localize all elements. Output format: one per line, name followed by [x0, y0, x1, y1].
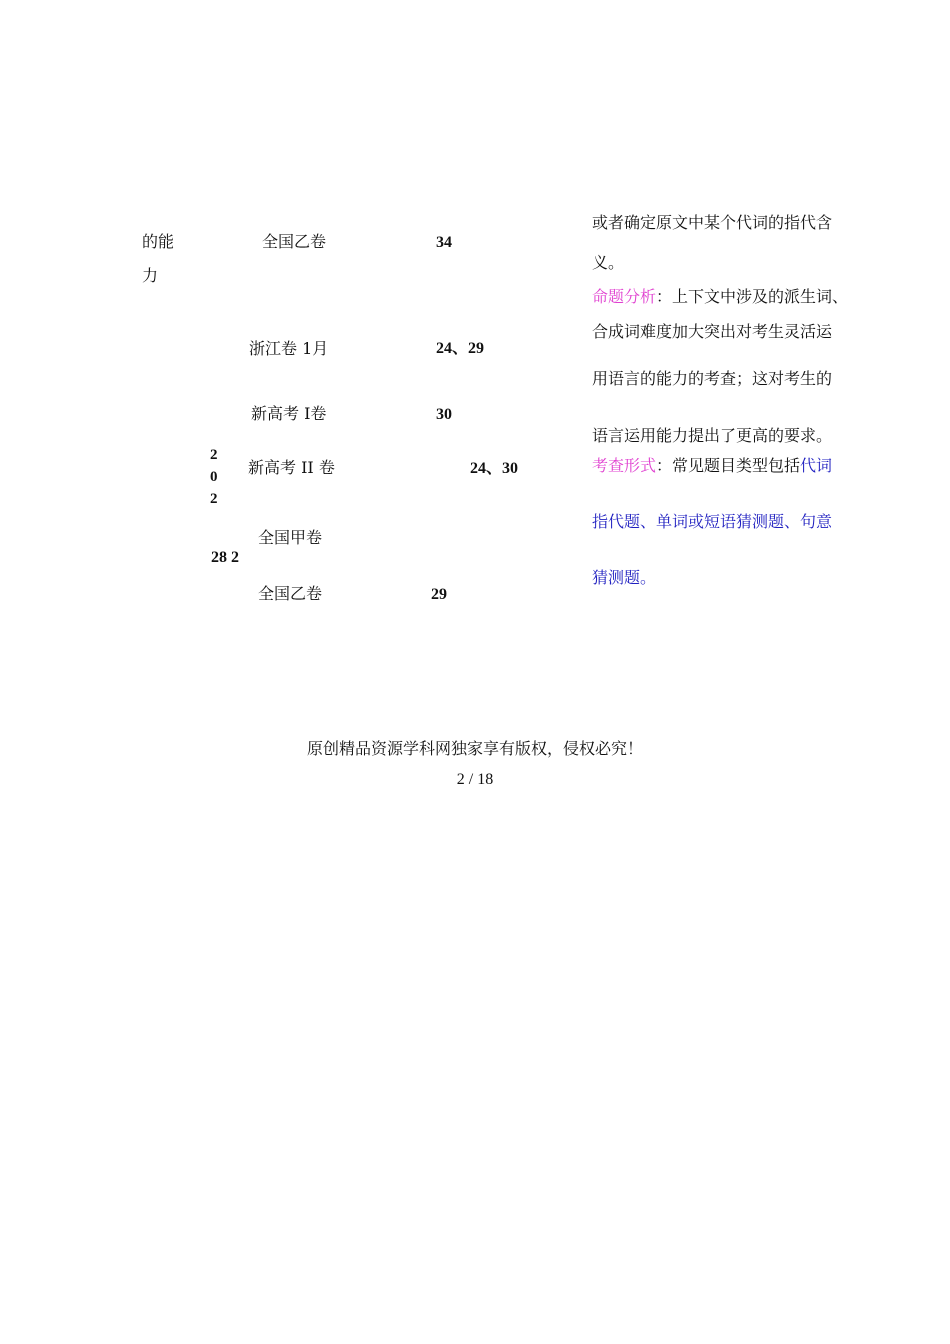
form-text-a: 常见题目类型包括: [672, 456, 801, 475]
ability-label-line2: 力: [142, 266, 159, 285]
analysis-line1: [592, 284, 848, 307]
analysis-label: 命题分析: [592, 287, 657, 306]
row-4-paper: 新高考 II 卷: [248, 458, 335, 477]
row-3-paper: 新高考 Ⅰ卷: [251, 404, 327, 423]
analysis-line2: 合成词难度加大突出对考生灵活运: [592, 322, 833, 341]
row-2-questions: 24、29: [436, 340, 485, 357]
year-suffix: 28 2: [211, 549, 239, 566]
analysis-intro-line1: 或者确定原文中某个代词的指代含: [592, 213, 833, 232]
form-line2: 指代题、单词或短语猜测题、句意: [592, 512, 833, 531]
analysis-colon: ：: [656, 287, 673, 306]
form-text-b: 代词: [800, 456, 833, 475]
year-digit-1: 2: [210, 447, 218, 463]
row-5-paper: 全国甲卷: [258, 528, 323, 547]
form-line3: 猜测题。: [592, 568, 657, 587]
row-4-questions: 24、30: [470, 460, 519, 477]
row-6-questions: 29: [431, 586, 447, 603]
analysis-text-1: 上下文中涉及的派生词、: [672, 287, 849, 306]
year-digit-3: 2: [210, 491, 218, 507]
row-1-paper: 全国乙卷: [262, 232, 327, 251]
analysis-line4: 语言运用能力提出了更高的要求。: [592, 426, 833, 445]
row-3-questions: 30: [436, 406, 452, 423]
analysis-intro-line2: 义。: [592, 253, 625, 272]
row-1-questions: 34: [436, 234, 452, 251]
ability-label-line1: 的能: [142, 232, 175, 251]
footer-copyright: 原创精品资源学科网独家享有版权，侵权必究！: [306, 739, 643, 758]
page-number: 2 / 18: [456, 771, 494, 788]
form-colon: ：: [656, 456, 673, 475]
form-label: 考查形式: [592, 456, 657, 475]
year-digit-2: 0: [210, 469, 218, 485]
row-6-paper: 全国乙卷: [258, 584, 323, 603]
year-vertical: [210, 444, 224, 510]
analysis-line3: 用语言的能力的考查；这对考生的: [592, 369, 833, 388]
form-line1: [592, 453, 832, 476]
row-2-paper: 浙江卷 1月: [249, 339, 329, 358]
